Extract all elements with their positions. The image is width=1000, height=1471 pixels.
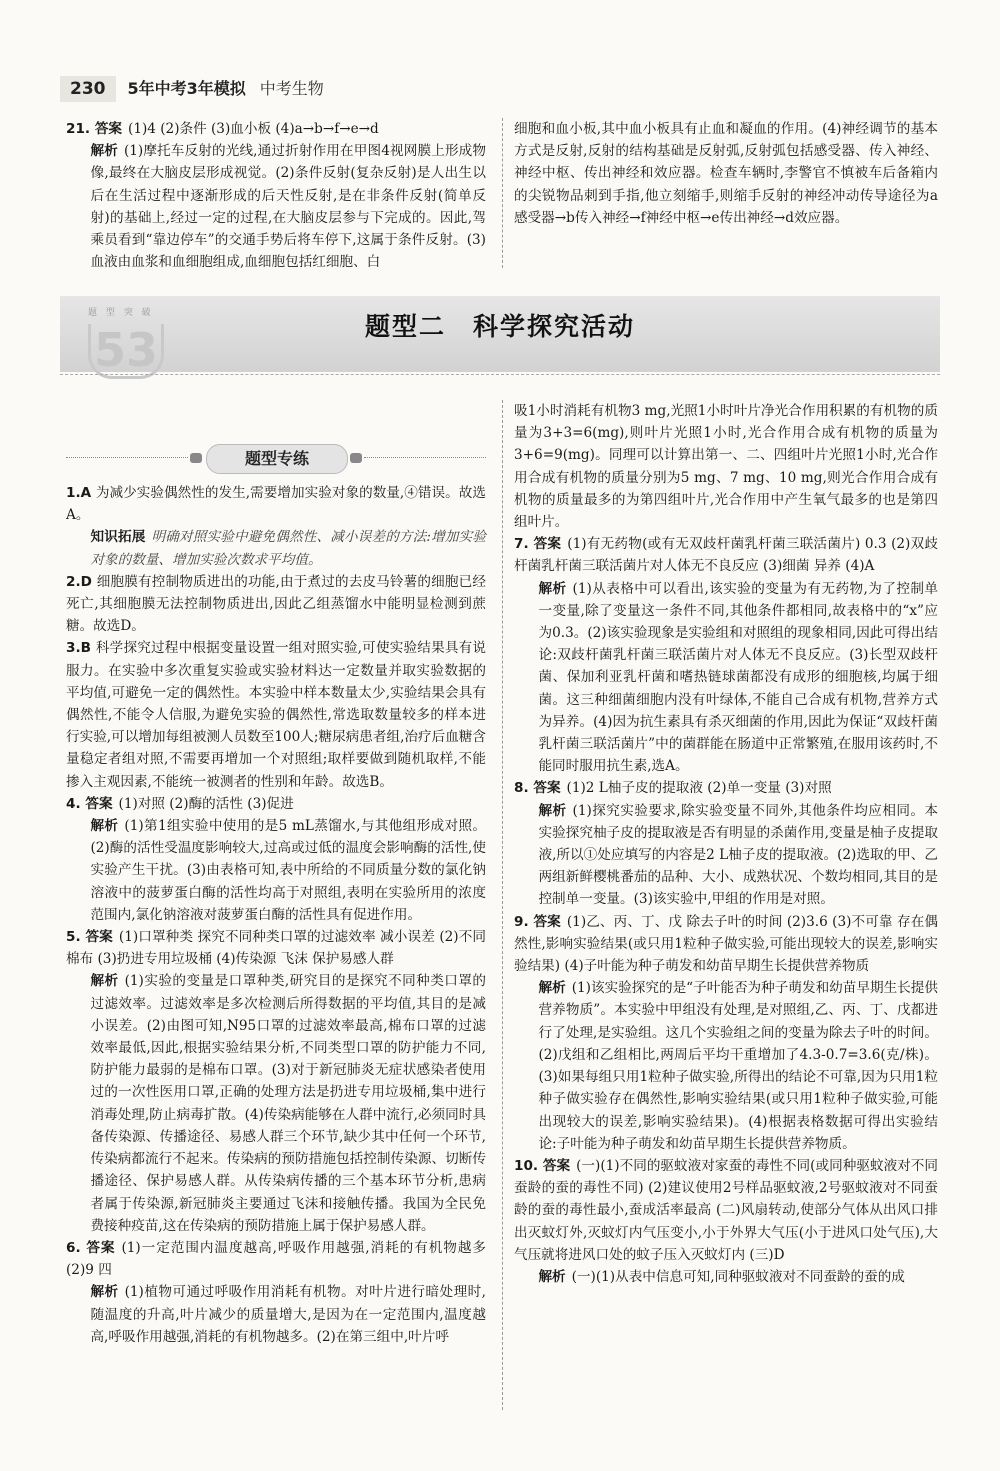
answer-paragraph (66, 793, 486, 815)
column-divider-top (502, 118, 503, 268)
question-number: 21. (66, 121, 95, 137)
answer-paragraph (66, 140, 486, 273)
answer-paragraph (66, 118, 486, 140)
answer-paragraph (514, 1155, 938, 1266)
subject-title: 中考生物 (259, 78, 324, 98)
answer-tag: 答案 (94, 121, 123, 137)
answer-paragraph (66, 526, 486, 570)
answer-tag: 答案 (85, 795, 113, 812)
answer-text: 为减少实验偶然性的发生,需要增加实验对象的数量,④错误。故选A。 (66, 485, 486, 524)
answer-paragraph (66, 1281, 486, 1348)
question-number: 3.B (66, 640, 96, 657)
book-title: 5年中考3年模拟 (127, 78, 246, 98)
answer-paragraph (514, 1266, 938, 1288)
answer-text: (1)对照 (2)酶的活性 (3)促进 (118, 795, 294, 812)
pill-dots-right (350, 453, 362, 463)
page-header (60, 74, 324, 104)
answer-paragraph (514, 800, 938, 911)
question-number: 4. (66, 795, 86, 812)
answer-tag: 解析 (538, 1268, 566, 1285)
answer-tag: 解析 (90, 818, 119, 835)
answer-text: (1)第1组实验中使用的是5 mL蒸馏水,与其他组形成对照。(2)酶的活性受温度影响较大,过高或过低的温度会影响酶的活性,使实验产生干扰。(3)由表格可知,表中所给的不同质量分数的氯化钠溶液中的菠萝蛋白酶的活性均高于对照组,表明在实验所用的浓度范围内,氯化钠溶液对菠萝蛋白酶的活性具有促进作用。 (90, 818, 486, 923)
practice-heading (66, 444, 486, 472)
page-number: 230 (60, 76, 116, 102)
answer-paragraph (514, 533, 938, 577)
answer-paragraph (66, 926, 486, 970)
answer-tag: 答案 (85, 929, 113, 946)
right-column (514, 400, 938, 1288)
section-title: 题型二 科学探究活动 (364, 312, 635, 341)
answer-tag: 答案 (533, 780, 561, 797)
pill-line-right (364, 457, 486, 458)
badge-caption: 题 型 突 破 (88, 308, 154, 318)
question-number: 5. (66, 929, 86, 946)
answer-paragraph (514, 911, 938, 978)
banner-rule (60, 374, 940, 375)
q21-right-column (514, 118, 938, 229)
pill-dots-left (190, 453, 202, 463)
answer-paragraph (514, 400, 938, 533)
answer-text: (1)有无药物(或有无双歧杆菌乳杆菌三联活菌片) 0.3 (2)双歧杆菌乳杆菌三联活菌片对人体无不良反应 (3)细菌 异养 (4)A (514, 536, 938, 575)
answer-paragraph (66, 571, 486, 638)
answer-text: (1)从表格中可以看出,该实验的变量为有无药物,为了控制单一变量,除了变量这一条件不同,其他条件都相同,故表格中的“x”应为0.3。(2)该实验现象是实验组和对照组的现象相同,因此可得出结论:双歧杆菌乳杆菌三联活菌片对人体无不良反应。(3)长型双歧杆菌、保加利亚乳杆菌和嗜热链球菌都没有成形的细胞核,均属于细菌。这三种细菌细胞内没有叶绿体,不能自己合成有机物,营养方式为异养。(4)因为抗生素具有杀灭细菌的作用,因此为保证“双歧杆菌乳杆菌三联活菌片”中的菌群能在肠道中正常繁殖,在服用该药时,不能同时服用抗生素,选A。 (538, 580, 938, 775)
q21-left-column (66, 118, 486, 273)
answer-tag: 解析 (538, 980, 566, 997)
question-number: 8. (514, 780, 534, 797)
answer-tag: 解析 (90, 143, 118, 160)
answer-tag: 解析 (90, 1284, 119, 1301)
answer-text: (1)探究实验要求,除实验变量不同外,其他条件均应相同。本实验探究柚子皮的提取液是否有明显的杀菌作用,变量是柚子皮提取液,所以①处应填写的内容是2 L柚子皮的提取液。(2)选取的甲、乙两组新鲜樱桃番茄的品种、大小、成熟状况、个数均相同,其目的是控制单一变量。(3)该实验中,甲组的作用是对照。 (538, 802, 938, 908)
answer-text: 明确对照实验中避免偶然性、减小误差的方法:增加实验对象的数量、增加实验次数求平均值。 (90, 529, 487, 568)
question-number: 9. (514, 913, 534, 930)
question-number: 10. (514, 1157, 543, 1174)
answer-tag: 解析 (538, 802, 567, 819)
answer-paragraph (514, 777, 938, 799)
answer-paragraph (66, 637, 486, 792)
answer-paragraph (66, 482, 486, 526)
answer-tag: 答案 (533, 913, 561, 930)
question-number: 7. (514, 536, 534, 553)
answer-text: (1)口罩种类 探究不同种类口罩的过滤效率 减小误差 (2)不同 棉布 (3)扔进专用垃圾桶 (4)传染源 飞沫 保护易感人群 (66, 929, 487, 968)
q21-continuation: 细胞和血小板,其中血小板具有止血和凝血的作用。(4)神经调节的基本方式是反射,反射的结构基础是反射弧,反射弧包括感受器、传入神经、神经中枢、传出神经和效应器。检查车辆时,李警官不慎被车后备箱内的尖锐物品刺到手指,他立刻缩手,则缩手反射的神经冲动传导途径为a感受器→b传入神经→f神经中枢→e传出神经→d效应器。 (514, 121, 938, 226)
answer-paragraph (66, 815, 486, 926)
answer-text: 细胞膜有控制物质进出的功能,由于煮过的去皮马铃薯的细胞已经死亡,其细胞膜无法控制物质进出,因此乙组蒸馏水中能明显检测到蔗糖。故选D。 (66, 573, 486, 635)
answer-text: (一)(1)从表中信息可知,同种驱蚊液对不同蚕龄的蚕的成 (571, 1268, 905, 1285)
answer-paragraph (514, 578, 938, 778)
answer-text: (1)一定范围内温度越高,呼吸作用越强,消耗的有机物越多 (2)9 四 (66, 1239, 486, 1279)
left-column (66, 482, 486, 1348)
practice-pill: 题型专练 (206, 444, 348, 474)
answer-text: 科学探究过程中根据变量设置一组对照实验,可使实验结果具有说服力。在实验中多次重复实验或实验材料达一定数量并取实验数据的平均值,可避免一定的偶然性。本实验中样本数量太少,实验结果会具有偶然性,不能令人信服,为避免实验的偶然性,常选取数量较多的样本进行实验,可以增加每组被测人员数至100人;糖尿病患者组,治疗后血糖含量稳定者组对照,不需要再增加一个对照组;取样要做到随机取样,不能掺入主观因素,不能统一被测者的性别和年龄。故选B。 (66, 640, 486, 790)
answer-paragraph (514, 977, 938, 1155)
answer-tag: 答案 (86, 1239, 116, 1256)
column-divider (502, 400, 503, 1410)
answer-text: (1)实验的变量是口罩种类,研究目的是探究不同种类口罩的过滤效率。过滤效率是多次检测后所得数据的平均值,其目的是减小误差。(2)由图可知,N95口罩的过滤效率最高,棉布口罩的过滤效率最低,因此,根据实验结果分析,不同类型口罩的防护能力不同,防护能力最弱的是棉布口罩。(3)对于新冠肺炎无症状感染者使用过的一次性医用口罩,正确的处理方法是扔进专用垃圾桶,集中进行消毒处理,防止病毒扩散。(4)传染病能够在人群中流行,必须同时具备传染源、传播途径、易感人群三个环节,缺少其中任何一个环节,传染病都流行不起来。传染病的预防措施包括控制传染源、切断传播途径、保护易感人群。从传染病传播的三个基本环节分析,患病者属于传染源,新冠肺炎主要通过飞沫和接触传播。我国为全民免费接种疫苗,这在传染病的预防措施上属于保护易感人群。 (90, 973, 487, 1234)
section-banner (60, 296, 940, 378)
badge-number: 53 (88, 324, 164, 379)
question-number: 2.D (66, 573, 97, 590)
pill-line-left (66, 457, 188, 458)
answer-tag: 答案 (533, 536, 562, 553)
answer-text: (1)植物可通过呼吸作用消耗有机物。对叶片进行暗处理时,随温度的升高,叶片减少的质量增大,是因为在一定范围内,温度越高,呼吸作用越强,消耗的有机物越多。(2)在第三组中,叶片呼 (90, 1284, 487, 1345)
answer-paragraph (66, 970, 486, 1236)
answer-tag: 知识拓展 (90, 529, 146, 546)
answer-text: (1)摩托车反射的光线,通过折射作用在甲图4视网膜上形成物像,最终在大脑皮层形成视觉。(2)条件反射(复杂反射)是人出生以后在生活过程中逐渐形成的后天性反射,是在非条件反射(简单反射)的基础上,经过一定的过程,在大脑皮层参与下完成的。因此,驾乘员看到“靠边停车”的交通手势后将车停下,这属于条件反射。(3)血液由血浆和血细胞组成,血细胞包括红细胞、白 (90, 143, 486, 271)
answer-text: (1)该实验探究的是“子叶能否为种子萌发和幼苗早期生长提供营养物质”。本实验中甲组没有处理,是对照组,乙、丙、丁、戊都进行了处理,是实验组。这几个实验组之间的变量为除去子叶的时间。(2)戊组和乙组相比,两周后平均干重增加了4.3-0.7=3.6(克/株)。(3)如果每组只用1粒种子做实验,所得出的结论不可靠,因为只用1粒种子做实验存在偶然性,影响实验结果(或只用1粒种子做实验,可能出现较大的误差,影响实验结果)。(4)根据表格数据可得出实验结论:子叶能为种子萌发和幼苗早期生长提供营养物质。 (538, 980, 938, 1152)
answer-tag: 解析 (90, 973, 119, 990)
answer-text: (一)(1)不同的驱蚊液对家蚕的毒性不同(或同种驱蚊液对不同蚕龄的蚕的毒性不同) (2)建议使用2号样品驱蚊液,2号驱蚊液对不同蚕龄的蚕的毒性最小,蚕成活率最高 (二)风扇转动,使部分气体从出风口排出灭蚊灯外,灭蚊灯内气压变小,小于外界大气压(小于进风口处气压),大气压就将进风口处的蚊子压入灭蚊灯内 (三)D (514, 1157, 938, 1263)
answer-paragraph (66, 1237, 486, 1281)
answer-text: 吸1小时消耗有机物3 mg,光照1小时叶片净光合作用积累的有机物的质量为3+3=6(mg),则叶片光照1小时,光合作用合成有机物的质量为3+6=9(mg)。同理可以计算出第一、二、四组叶片光照1小时,光合作用合成有机物的质量分别为5 mg、7 mg、10 mg,则光合作用合成有机物的质量最多的为第四组叶片,光合作用中产生氧气最多的也是第四组叶片。 (514, 403, 938, 531)
answer-text: (1)4 (2)条件 (3)血小板 (4)a→b→f→e→d (128, 121, 379, 137)
question-number: 6. (66, 1239, 87, 1256)
answer-tag: 解析 (538, 580, 567, 597)
answer-text: (1)乙、丙、丁、戊 除去子叶的时间 (2)3.6 (3)不可靠 存在偶然性,影响实验结果(或只用1粒种子做实验,可能出现较大的误差,影响实验结果) (4)子叶能为种子萌发和幼苗早期生长提供营养物质 (514, 913, 939, 975)
answer-text: (1)2 L柚子皮的提取液 (2)单一变量 (3)对照 (566, 780, 832, 797)
question-number: 1.A (66, 485, 96, 501)
answer-tag: 答案 (542, 1157, 571, 1174)
